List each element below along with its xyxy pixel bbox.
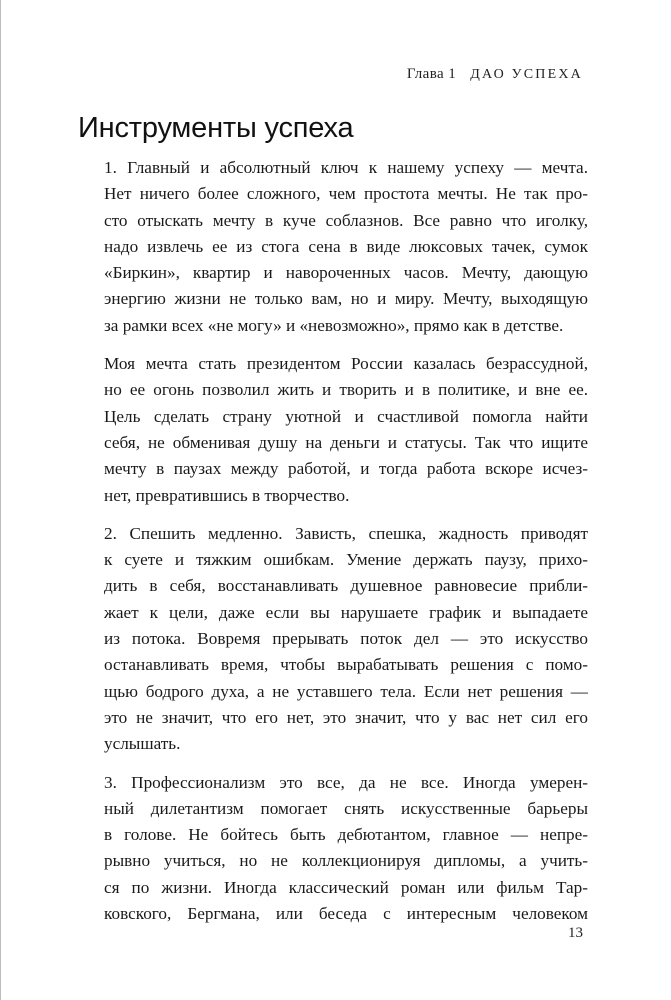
page-number: 13 [568, 925, 583, 941]
paragraph-dream [104, 155, 588, 339]
page-binding-edge [0, 0, 1, 1000]
text-line: себя, не обменивая душу на деньги и статусы. Так что ищите [104, 432, 588, 452]
text-line: надо извлечь ее из стога сена в виде люксовых тачек, сумок [104, 236, 588, 256]
text-line: останавливать время, чтобы вырабатывать решения с помо- [104, 655, 588, 675]
running-head-chapter: Глава 1 [406, 66, 457, 82]
text-line: «Биркин», квартир и навороченных часов. Мечту, дающую [104, 263, 588, 283]
text-line: за рамки всех «не могу» и «невозможно», прямо как в детстве. [104, 315, 564, 335]
text-line: щью бодрого духа, а не уставшего тела. Если нет решения — [104, 681, 588, 701]
text-line: услышать. [104, 734, 181, 754]
text-line: рывно учиться, но не коллекционируя дипломы, а учить- [104, 851, 588, 871]
text-line: из потока. Вовремя прерывать поток дел — это искусство [104, 629, 588, 649]
text-line: дить в себя, восстанавливать душевное равновесие прибли- [104, 576, 588, 596]
paragraph-president-dream [104, 351, 588, 509]
text-line: мечту в паузах между работой, и тогда работа вскоре исчез- [104, 459, 588, 479]
text-line: нет, превратившись в творчество. [104, 485, 350, 505]
text-line: Нет ничего более сложного, чем простота мечты. Не так про- [104, 184, 588, 204]
body-text [104, 155, 588, 939]
paragraph-professionalism [104, 770, 588, 928]
text-line: Моя мечта стать президентом России казалась безрассудной, [104, 354, 588, 374]
text-line: ся по жизни. Иногда классический роман или фильм Тар- [104, 877, 588, 897]
text-line: 2. Спешить медленно. Зависть, спешка, жадность приводят [104, 523, 588, 543]
text-line: Цель сделать страну уютной и счастливой помогла найти [104, 406, 588, 426]
text-line: 1. Главный и абсолютный ключ к нашему успеху — мечта. [104, 158, 588, 177]
section-title: Инструменты успеха [78, 112, 354, 144]
text-line: 3. Профессионализм это все, да не все. Иногда умерен- [104, 772, 588, 792]
running-head [407, 66, 583, 83]
text-line: ковского, Бергмана, или беседа с интересным человеком [104, 904, 588, 924]
text-line: это не значит, что его нет, это значит, что у вас нет сил его [104, 707, 588, 727]
text-line: но ее огонь позволил жить и творить и в политике, и вне ее. [104, 380, 588, 400]
text-line: к суете и тяжким ошибкам. Умение держать паузу, прихо- [104, 550, 588, 570]
text-line: в голове. Не бойтесь быть дебютантом, главное — непре- [104, 825, 588, 845]
text-line: ный дилетантизм помогает снять искусственные барьеры [104, 798, 588, 818]
running-head-part: ДАО УСПЕХА [470, 67, 583, 82]
text-line: жает к цели, даже если вы нарушаете график и выпадаете [104, 602, 588, 622]
paragraph-hurry-slowly [104, 521, 588, 758]
text-line: сто отыскать мечту в куче соблазнов. Все равно что иголку, [104, 210, 588, 230]
text-line: энергию жизни не только вам, но и миру. Мечту, выходящую [104, 289, 588, 309]
